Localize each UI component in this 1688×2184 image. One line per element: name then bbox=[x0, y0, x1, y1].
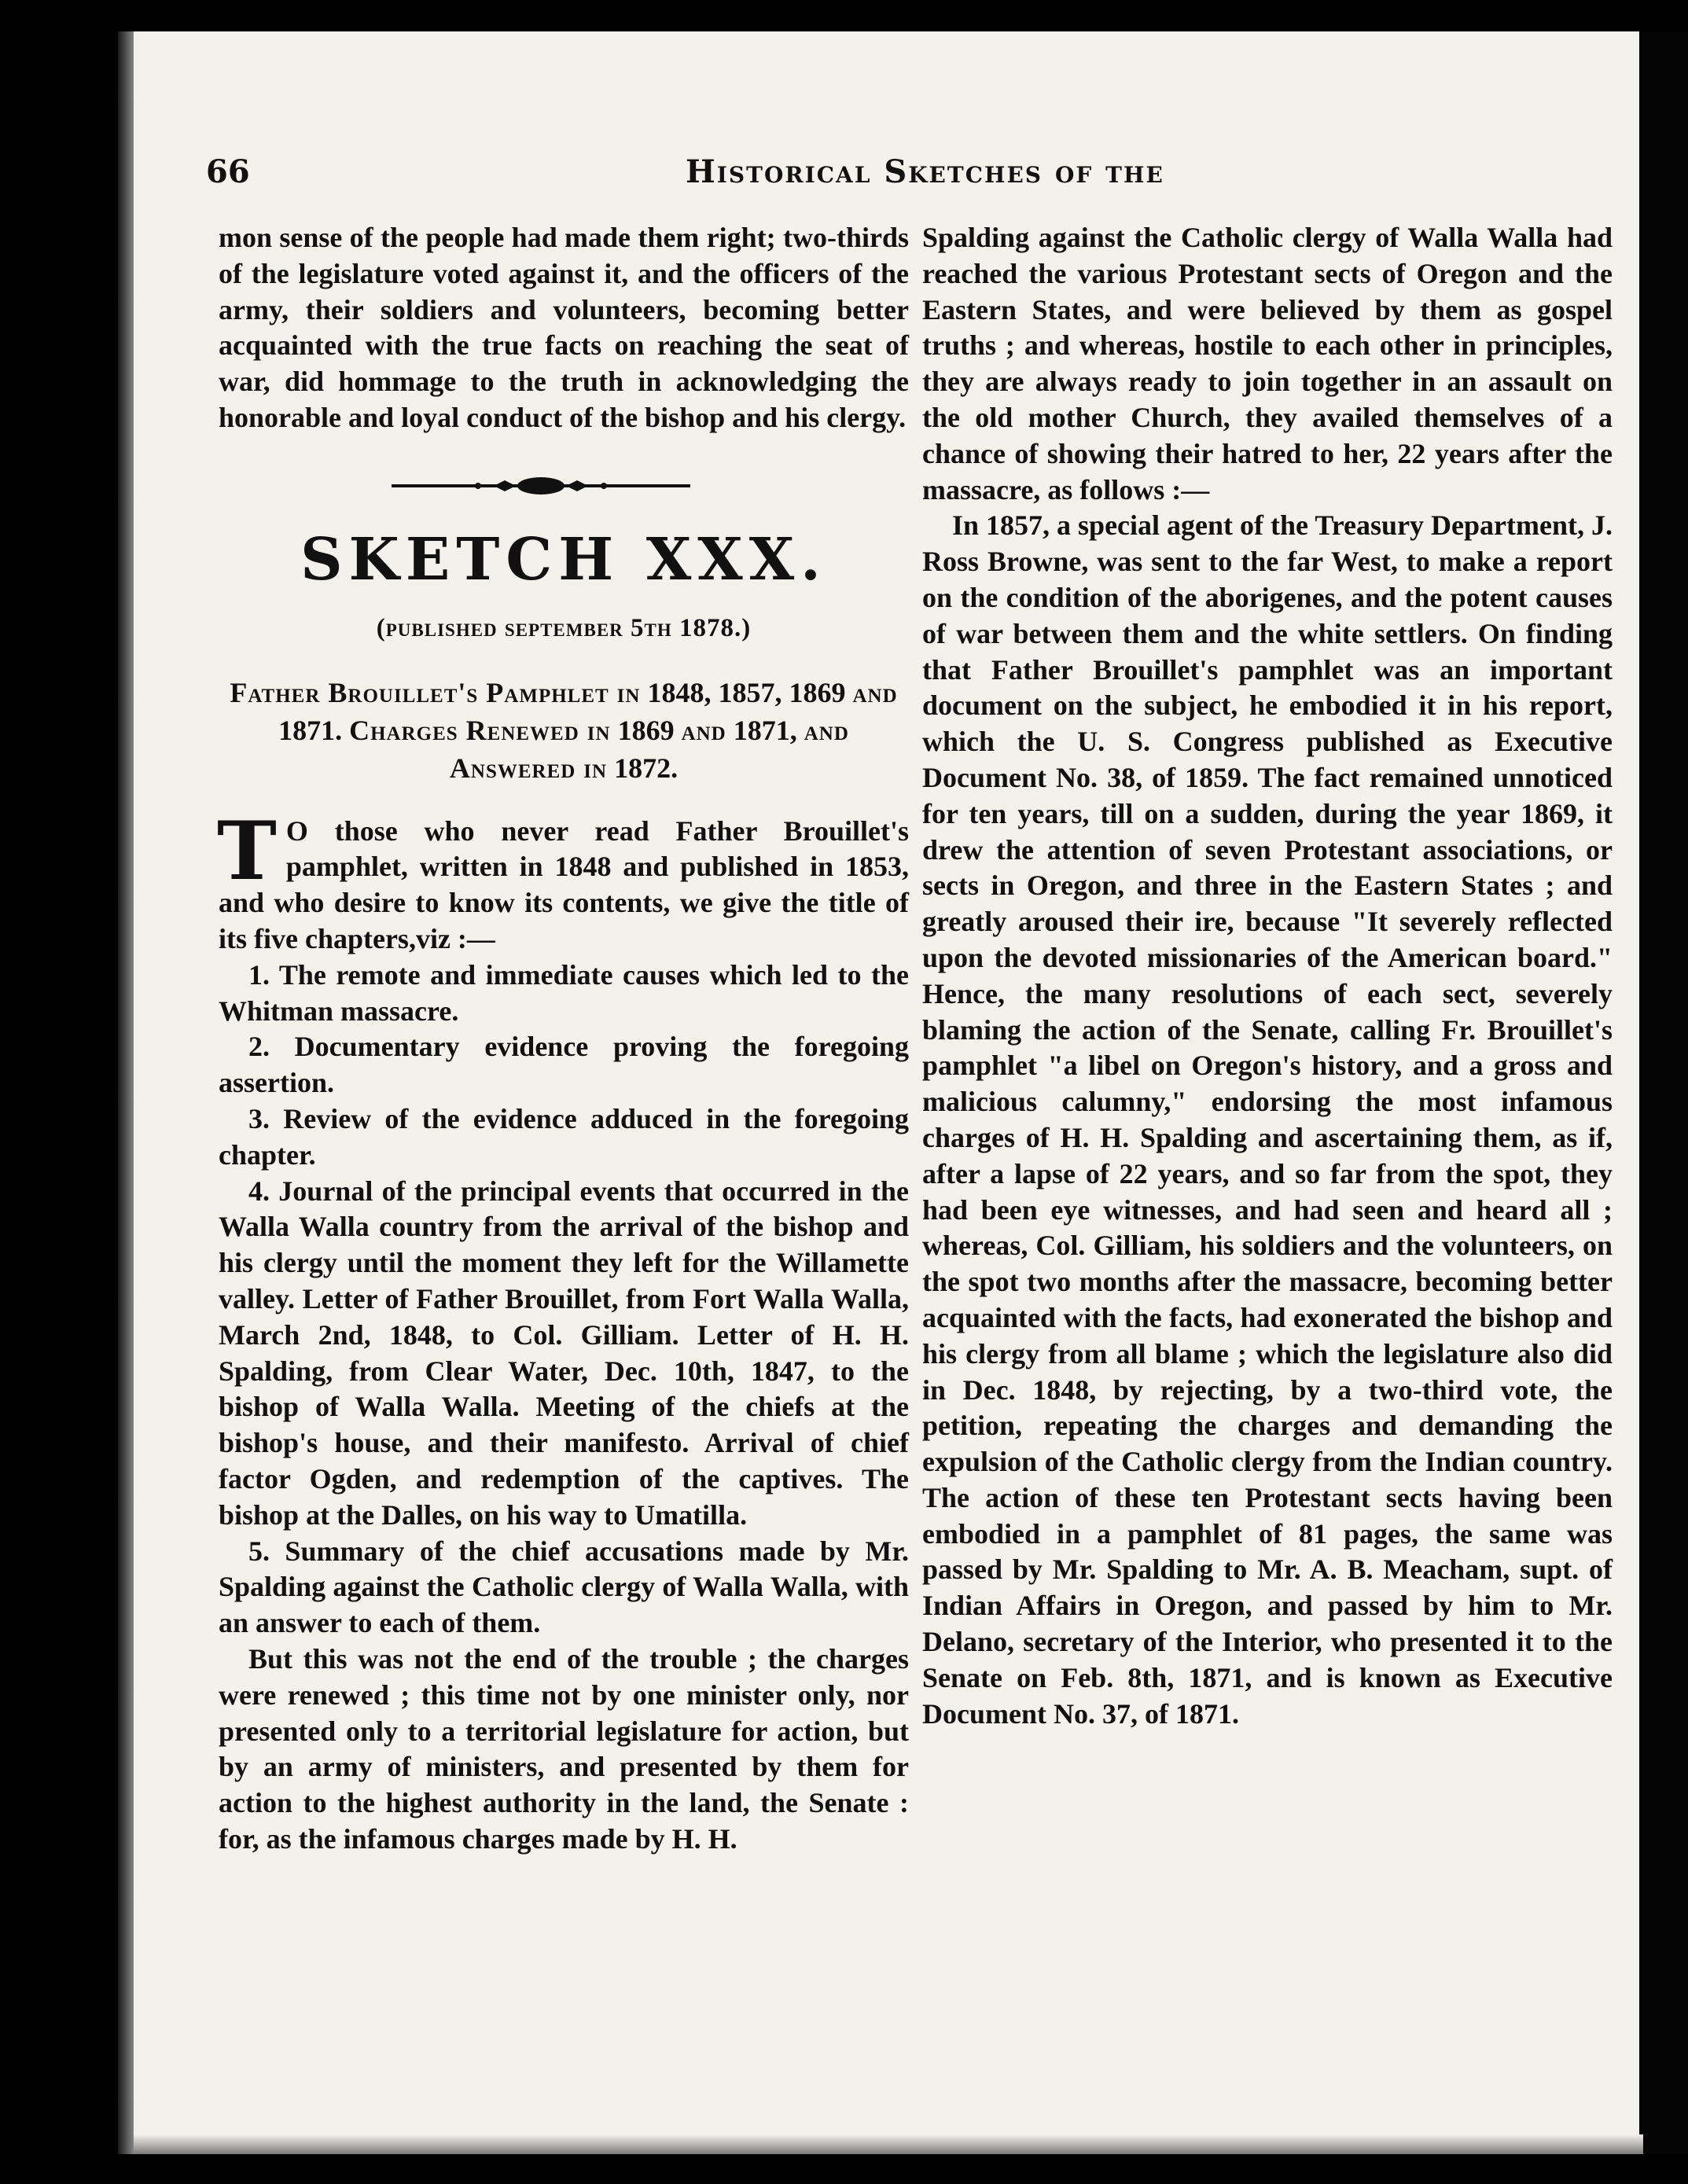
chapter-list-item: 1. The remote and immediate causes which led to the Whitman massacre. bbox=[219, 958, 909, 1027]
running-title: Historical Sketches of the bbox=[686, 153, 1164, 190]
publication-date: (published september 5th 1878.) bbox=[376, 613, 752, 642]
left-column bbox=[219, 220, 909, 1858]
page-bottom-edge bbox=[134, 2134, 1643, 2154]
ornament-icon bbox=[376, 474, 706, 498]
closing-paragraph: But this was not the end of the trouble ; the charges were renewed ; this time not by one minister only, nor presented only to a territorial legislature for action, but by an army of ministers, and presented by them for action to the highest authority in the land, the Senate : for, as the infamous charges made by H. H. bbox=[219, 1642, 909, 1855]
chapter-subheading bbox=[219, 674, 909, 787]
sketch-title: SKETCH XXX. bbox=[300, 525, 827, 594]
chapter-list-item: 4. Journal of the principal events that occurred in the Walla Walla country from the arrival of the bishop and his clergy until the moment they left for the Willamette valley. Letter of Father Brouillet, from Fort Walla Walla, March 2nd, 1848, to Col. Gilliam. Letter of H. H. Spalding, from Clear Water, Dec. 10th, 1847, to the bishop of Walla Walla. Meeting of the chiefs at the bishop's house, and their manifesto. Arrival of chief factor Ogden, and redemption of the captives. The bishop at the Dalles, on his way to Umatilla. bbox=[219, 1175, 909, 1531]
running-head bbox=[206, 153, 1558, 200]
subheading-part: and bbox=[852, 676, 898, 708]
subheading-part: Father Brouillet's Pamphlet in bbox=[230, 676, 641, 708]
scan-right-border bbox=[1639, 31, 1688, 2154]
subheading-part: 1869 bbox=[610, 714, 682, 746]
chapter-list-item: 2. Documentary evidence proving the foregoing assertion. bbox=[219, 1031, 909, 1099]
right-column bbox=[922, 220, 1613, 1732]
page-number: 66 bbox=[206, 153, 250, 190]
subheading-part: and bbox=[681, 714, 726, 746]
body-paragraph: In 1857, a special agent of the Treasury Department, J. Ross Browne, was sent to the far West, to make a report on the condition of the aborigenes, and the potent causes of war between them and the white settlers. On finding that Father Brouillet's pamphlet was an important document on the subject, he embodied it in his report, which the U. S. Congress published as Executive Document No. 38, of 1859. The fact remained unnoticed for ten years, till on a sudden, during the year 1869, it drew the attention of seven Protestant associations, or sects in Oregon, and three in the Eastern States ; and greatly aroused their ire, because "It severely reflected upon the devoted missionaries of the American board." Hence, the many resolutions of each sect, severely blaming the action of the Senate, calling Fr. Brouillet's pamphlet "a libel on Oregon's history, and a gross and malicious calumny," endorsing the most infamous charges of H. H. Spalding and ascertaining them, as if, after a lapse of 22 years, and so far from the spot, they had been eye witnesses, and had seen and heard all ; whereas, Col. Gilliam, his soldiers and the volunteers, on the spot two months after the massacre, becoming better acquainted with the facts, had exonerated the bishop and his clergy from all blame ; which the legislature also did in Dec. 1848, by rejecting, by a two-third vote, the petition, repeating the charges and demanding the expulsion of the Catholic clergy from the Indian country. The action of these ten Protestant sects having been embodied in a pamphlet of 81 pages, the same was passed by Mr. Spalding to Mr. A. B. Meacham, supt. of Indian Affairs in Oregon, and passed by him to Mr. Delano, secretary of the Interior, who presented it to the Senate on Feb. 8th, 1871, and is known as Executive Document No. 37, of 1871. bbox=[922, 509, 1613, 1730]
subheading-part: 1871, bbox=[726, 714, 804, 746]
subheading-part: and Answered in bbox=[449, 714, 849, 784]
drop-cap: T bbox=[217, 803, 277, 899]
continuation-paragraph: Spalding against the Catholic clergy of Walla Walla had reached the various Protestant sects of Oregon and the Eastern States, and were believed by them as gospel truths ; and whereas, hostile to each other in principles, they are always ready to join together in an assault on the old mother Church, they availed themselves of a chance of showing their hatred to her, 22 years after the massacre, as follows :— bbox=[922, 222, 1613, 506]
subheading-part: 1871. bbox=[278, 714, 350, 746]
opening-text: O those who never read Father Brouillet's pamphlet, written in 1848 and published in 1853, and who desire to know its contents, we give the title of its five chapters,viz :— bbox=[219, 814, 909, 954]
subheading-part: 1872. bbox=[607, 752, 679, 784]
intro-paragraph: mon sense of the people had made them right; two-thirds of the legislature voted against it, and the officers of the army, their soldiers and volunteers, becoming better acquainted with the true facts on reaching the seat of war, did hommage to the truth in acknowledging the honorable and loyal conduct of the bishop and his clergy. bbox=[219, 222, 909, 433]
ornamental-separator bbox=[219, 457, 909, 520]
subheading-part: Charges Renewed in bbox=[349, 714, 611, 746]
opening-paragraph bbox=[217, 803, 909, 958]
chapter-list-item: 5. Summary of the chief accusations made by Mr. Spalding against the Catholic clergy of Walla Walla, with an answer to each of them. bbox=[219, 1535, 909, 1639]
chapter-list-item: 3. Review of the evidence adduced in the foregoing chapter. bbox=[219, 1102, 909, 1171]
subheading-part: 1848, 1857, 1869 bbox=[640, 676, 853, 708]
